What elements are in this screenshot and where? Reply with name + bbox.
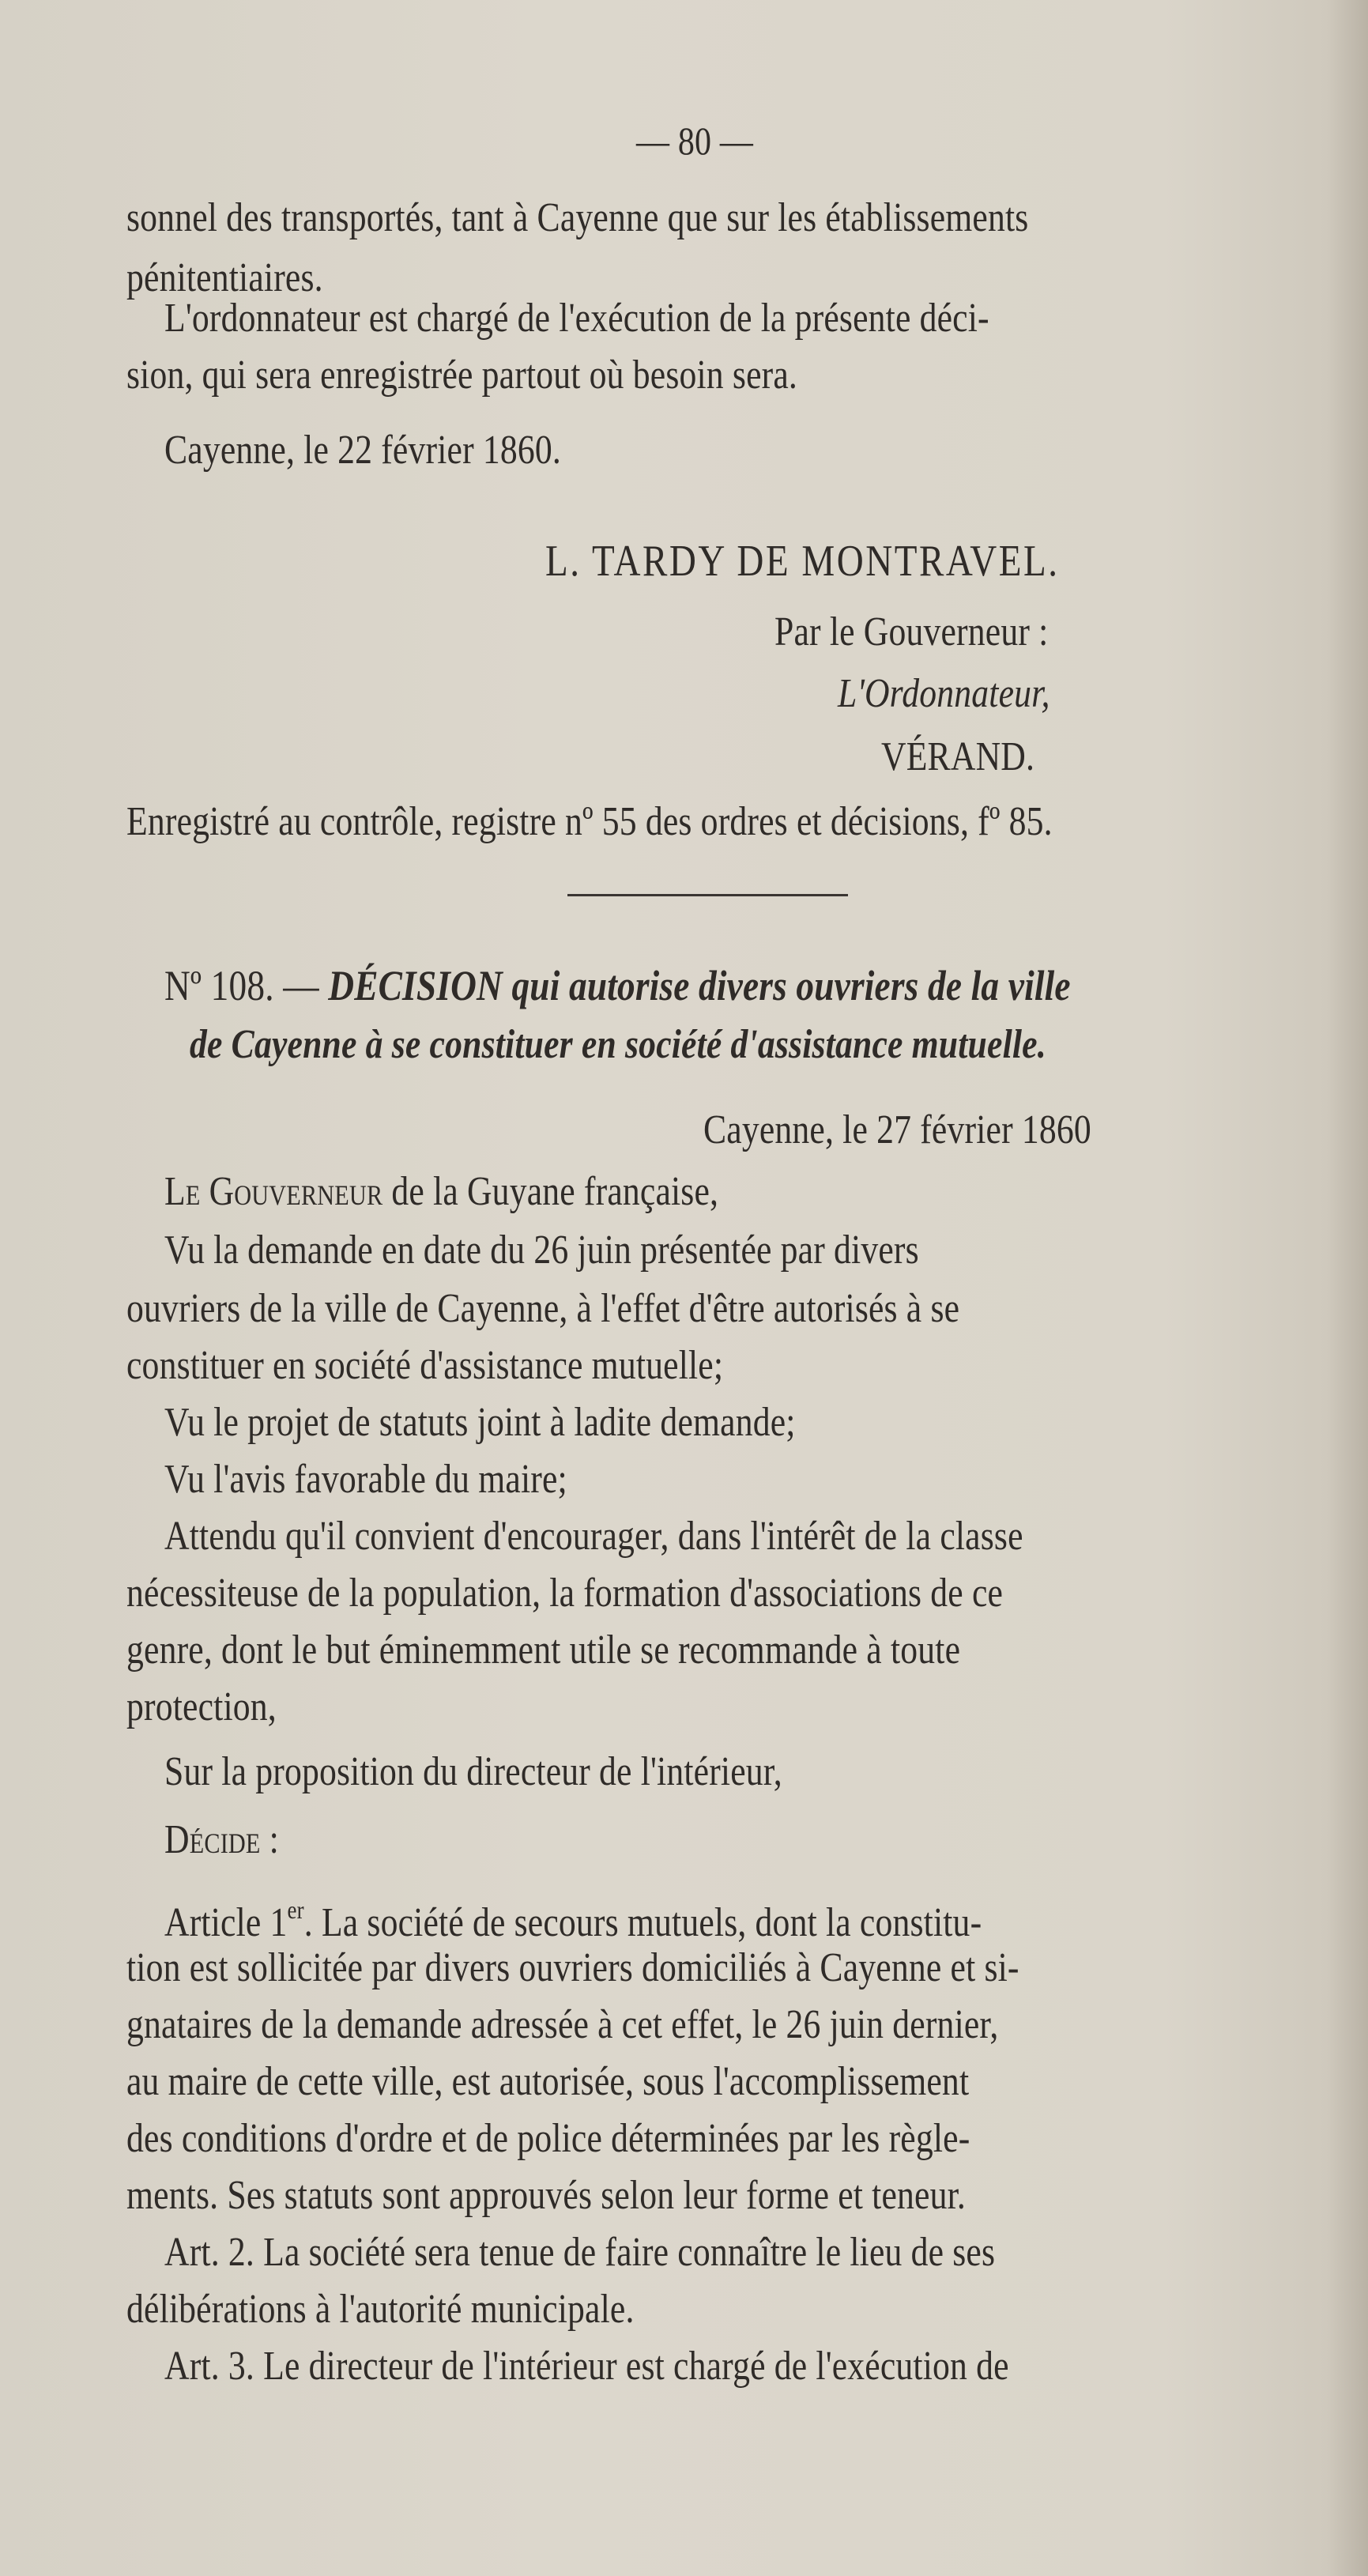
body-line: constituer en société d'assistance mutuelle; [126, 1343, 724, 1388]
par-le-gouverneur: Par le Gouverneur : [774, 609, 1049, 654]
body-line: Sur la proposition du directeur de l'intérieur, [164, 1749, 782, 1794]
decision-title-rest: qui autorise divers ouvriers de la ville [511, 962, 1071, 1009]
decision-number: Nº 108. — [164, 962, 319, 1009]
body-line: protection, [126, 1684, 277, 1729]
decision-heading [164, 962, 1071, 1009]
article-line: Art. 3. Le directeur de l'intérieur est chargé de l'exécution de [164, 2344, 1009, 2389]
body-line: Vu le projet de statuts joint à ladite demande; [164, 1400, 796, 1445]
decision-date: Cayenne, le 27 février 1860 [703, 1107, 1091, 1152]
body-line: Vu l'avis favorable du maire; [164, 1457, 567, 1502]
text-line: sonnel des transportés, tant à Cayenne que sur les établissements [126, 195, 1029, 240]
body-line: Attendu qu'il convient d'encourager, dans l'intérêt de la classe [164, 1514, 1023, 1559]
decision-title-word: DÉCISION [328, 962, 503, 1009]
intro-governor: Le Gouverneur [164, 1169, 383, 1214]
article-1-line [164, 1886, 982, 1947]
ordonnateur-role: L'Ordonnateur, [838, 671, 1050, 716]
body-line: Vu la demande en date du 26 juin présentée par divers [164, 1228, 919, 1273]
registration-note: Enregistré au contrôle, registre nº 55 des ordres et décisions, fº 85. [126, 799, 1053, 844]
text-line: sion, qui sera enregistrée partout où besoin sera. [126, 353, 797, 398]
decide-heading: Décide : [164, 1817, 279, 1862]
body-line: nécessiteuse de la population, la formation d'associations de ce [126, 1571, 1004, 1616]
body-line: genre, dont le but éminemment utile se recommande à toute [126, 1627, 961, 1673]
place-date-line: Cayenne, le 22 février 1860. [164, 428, 561, 473]
article-line: au maire de cette ville, est autorisée, sous l'accomplissement [126, 2059, 970, 2104]
article-1-sup: er [287, 1895, 304, 1924]
intro-line [164, 1168, 718, 1216]
article-line: ments. Ses statuts sont approuvés selon leur forme et teneur. [126, 2173, 967, 2218]
text-line: pénitentiaires. [126, 255, 323, 300]
governor-signature: L. TARDY DE MONTRAVEL. [545, 537, 1060, 586]
intro-rest: de la Guyane française, [391, 1169, 719, 1214]
article-line: Art. 2. La société sera tenue de faire connaître le lieu de ses [164, 2230, 996, 2275]
article-line: gnataires de la demande adressée à cet effet, le 26 juin dernier, [126, 2002, 999, 2047]
article-line: des conditions d'ordre et de police déterminées par les règle- [126, 2116, 970, 2161]
article-line: tion est sollicitée par divers ouvriers domiciliés à Cayenne et si- [126, 1945, 1019, 1990]
article-line: délibérations à l'autorité municipale. [126, 2287, 635, 2332]
text-line: L'ordonnateur est chargé de l'exécution de la présente déci- [164, 296, 989, 341]
section-divider [567, 894, 848, 896]
ordonnateur-signature: VÉRAND. [881, 734, 1035, 779]
page-number: — 80 — [636, 119, 754, 163]
article-1-prefix: Article 1 [164, 1900, 288, 1945]
article-1-rest: . La société de secours mutuels, dont la constitu- [303, 1900, 982, 1945]
decision-title-line-2: de Cayenne à se constituer en société d'assistance mutuelle. [190, 1022, 1046, 1067]
body-line: ouvriers de la ville de Cayenne, à l'effet d'être autorisés à se [126, 1286, 960, 1331]
